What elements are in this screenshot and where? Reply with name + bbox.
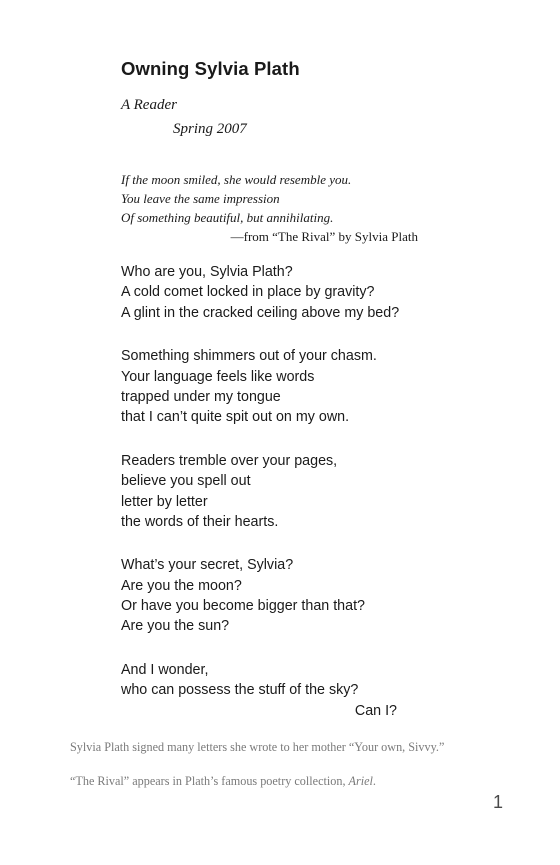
poem-line: Readers tremble over your pages, [121, 452, 338, 469]
poem-line: believe you spell out [121, 473, 251, 490]
poem-line: A cold comet locked in place by gravity? [121, 284, 375, 301]
epigraph-attribution: —from “The Rival” by Sylvia Plath [230, 229, 418, 244]
poem-stanza-1 [121, 262, 401, 323]
poem-stanza-3 [121, 451, 401, 533]
poem-stanza-5 [121, 660, 401, 721]
poem-stanza-4 [121, 555, 401, 637]
poem-line: Can I? [354, 702, 397, 719]
poem-line: Are you the moon? [121, 577, 242, 594]
epigraph-line: If the moon smiled, she would resemble you. [121, 172, 352, 187]
poem-line: the words of their hearts. [121, 513, 279, 530]
footnote-text: “The Rival” appears in Plath’s famous poetry collection, [70, 774, 349, 788]
page-number: 1 [492, 792, 503, 812]
footnotes [70, 738, 510, 790]
epigraph-line: You leave the same impression [121, 191, 280, 206]
poem-line: And I wonder, [121, 661, 209, 678]
book-title: Ariel [348, 774, 373, 788]
poem-line: Your language feels like words [121, 368, 315, 385]
footnote: Sylvia Plath signed many letters she wrote to her mother “Your own, Sivvy.” [70, 740, 445, 754]
poem-line: A glint in the cracked ceiling above my bed? [121, 304, 400, 321]
poem-stanza-2 [121, 346, 401, 428]
epigraph [121, 170, 421, 246]
poem-line: Are you the sun? [121, 618, 230, 635]
poem-line: What’s your secret, Sylvia? [121, 557, 294, 574]
poem-line: trapped under my tongue [121, 388, 281, 405]
page-title: Owning Sylvia Plath [121, 58, 300, 79]
poem-line: Or have you become bigger than that? [121, 598, 365, 615]
footnote [70, 772, 510, 790]
poem-line: Who are you, Sylvia Plath? [121, 264, 293, 280]
poem [121, 262, 401, 744]
poem-line: that I can’t quite spit out on my own. [121, 409, 350, 426]
poem-line: letter by letter [121, 493, 208, 510]
footnote-punctuation: . [372, 774, 376, 788]
poem-line: who can possess the stuff of the sky? [121, 682, 359, 699]
poem-line: Something shimmers out of your chasm. [121, 348, 377, 365]
byline: A Reader [121, 97, 177, 113]
epigraph-line: Of something beautiful, but annihilating. [121, 210, 334, 225]
publication-date: Spring 2007 [173, 121, 247, 137]
